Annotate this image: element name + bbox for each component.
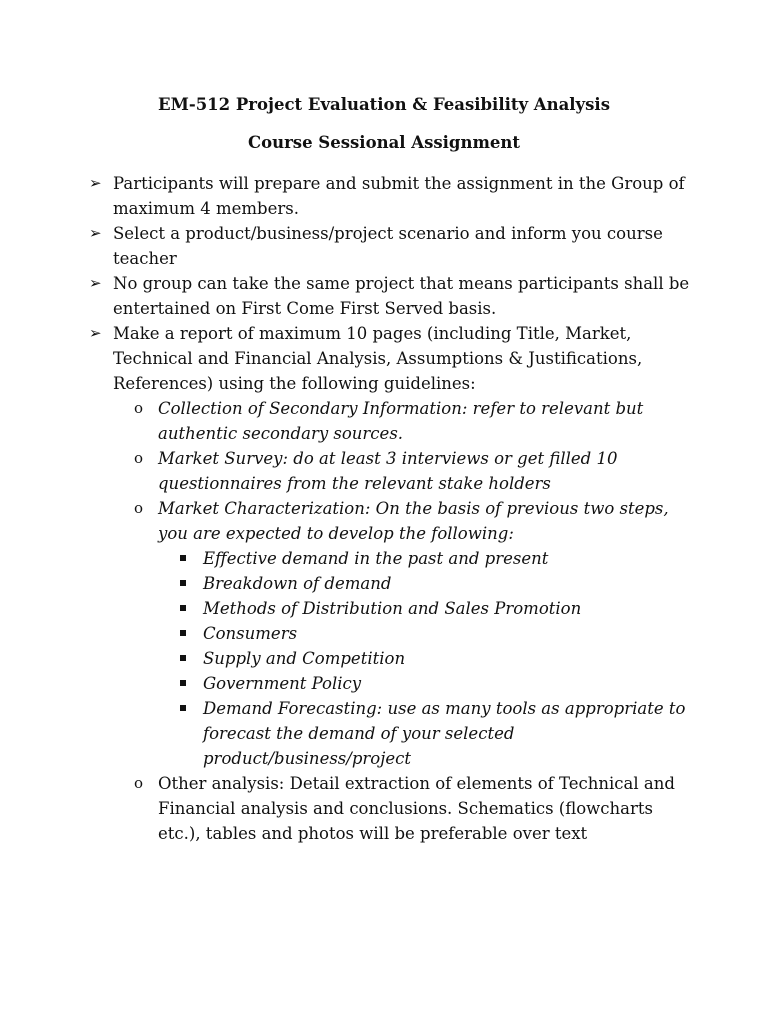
- guideline-item: [0, 496, 768, 546]
- characterization-item: [0, 571, 768, 596]
- arrow-bullet-icon: ➢: [89, 274, 102, 292]
- square-bullet-icon: [180, 680, 186, 686]
- characterization-text: Consumers: [203, 624, 298, 643]
- instruction-bullet: [0, 321, 768, 396]
- circle-bullet-icon: o: [134, 449, 144, 467]
- square-bullet-icon: [180, 580, 186, 586]
- instruction-bullet: [0, 221, 768, 271]
- characterization-item: [0, 646, 768, 671]
- arrow-bullet-icon: ➢: [89, 324, 102, 342]
- characterization-text: Supply and Competition: [203, 649, 406, 668]
- arrow-bullet-icon: ➢: [89, 224, 102, 242]
- square-bullet-icon: [180, 605, 186, 611]
- characterization-item: [0, 596, 768, 621]
- guideline-item: [0, 446, 768, 496]
- guideline-item: [0, 771, 768, 846]
- circle-bullet-icon: o: [134, 399, 144, 417]
- characterization-item: [0, 621, 768, 646]
- characterization-item: [0, 546, 768, 571]
- instruction-text: Select a product/business/project scenario and inform you course teacher: [113, 224, 663, 268]
- characterization-text: Effective demand in the past and present: [203, 549, 549, 568]
- characterization-text: Demand Forecasting: use as many tools as appropriate to forecast the demand of your selected product/business/project: [203, 699, 686, 768]
- circle-bullet-icon: o: [134, 499, 144, 517]
- square-bullet-icon: [180, 630, 186, 636]
- square-bullet-icon: [180, 555, 186, 561]
- guideline-item: [0, 396, 768, 446]
- assignment-instructions: [0, 171, 768, 846]
- guideline-text: Collection of Secondary Information: refer to relevant but authentic secondary sources.: [158, 399, 644, 443]
- guideline-text: Market Survey: do at least 3 interviews or get filled 10 questionnaires from the relevant stake holders: [158, 449, 618, 493]
- instruction-text: Make a report of maximum 10 pages (including Title, Market, Technical and Financial Analysis, Assumptions & Justifications, References) using the following guidelines:: [113, 324, 643, 393]
- square-bullet-icon: [180, 655, 186, 661]
- instruction-text: Participants will prepare and submit the assignment in the Group of maximum 4 members.: [113, 174, 685, 218]
- characterization-item: [0, 696, 768, 771]
- circle-bullet-icon: o: [134, 774, 144, 792]
- characterization-text: Breakdown of demand: [203, 574, 392, 593]
- square-bullet-icon: [180, 705, 186, 711]
- instruction-text: No group can take the same project that means participants shall be entertained on First Come First Served basis.: [113, 274, 690, 318]
- characterization-text: Government Policy: [203, 674, 362, 693]
- guideline-text: Market Characterization: On the basis of previous two steps, you are expected to develop the following:: [158, 499, 669, 543]
- instruction-bullet: [0, 271, 768, 321]
- characterization-text: Methods of Distribution and Sales Promotion: [203, 599, 582, 618]
- characterization-item: [0, 671, 768, 696]
- instruction-bullet: [0, 171, 768, 221]
- document-title: EM-512 Project Evaluation & Feasibility Analysis: [158, 95, 610, 114]
- document-subtitle: Course Sessional Assignment: [247, 133, 521, 152]
- arrow-bullet-icon: ➢: [89, 174, 102, 192]
- guideline-text: Other analysis: Detail extraction of elements of Technical and Financial analysis and conclusions. Schematics (flowcharts etc.), tables and photos will be preferable over text: [158, 774, 675, 843]
